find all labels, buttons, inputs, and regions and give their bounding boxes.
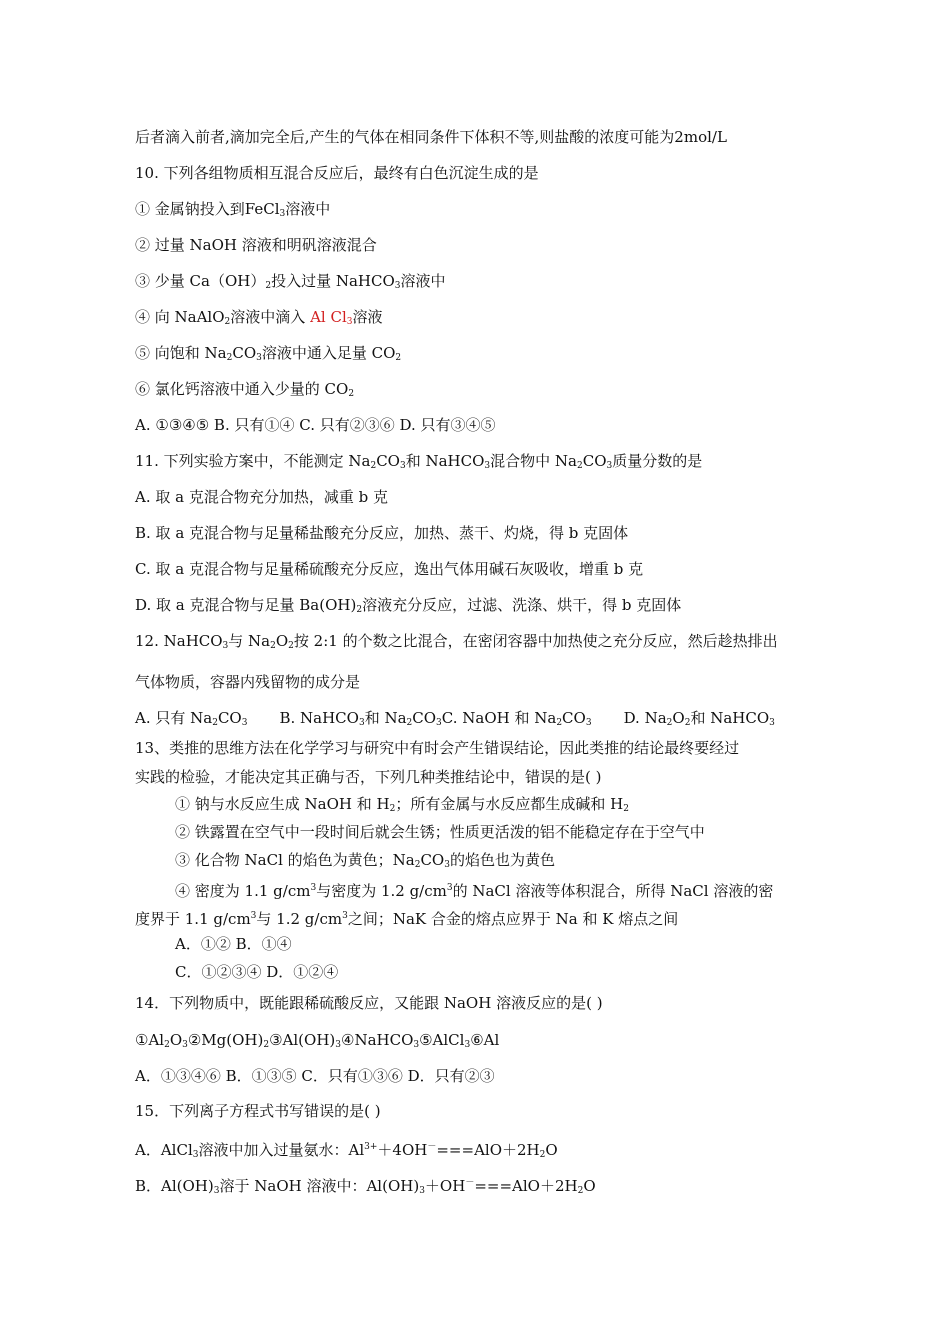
question-13-item-4: ④ 密度为 1.1 $g/cm^3$与密度为 1.2 $g/cm^3$的 NaCl 溶液等体积混合，所得 NaCl 溶液的密 (175, 882, 774, 900)
question-13-options-ab: A．①② B．①④ (175, 935, 292, 953)
text-line-q9-tail: 后者滴入前者,滴加完全后,产生的气体在相同条件下体积不等,则盐酸的浓度可能为2mol/L (135, 128, 727, 146)
question-10-item-1: ① 金属钠投入到FeCl$_3$溶液中 (135, 200, 331, 219)
question-12-options: A. 只有 $Na_2CO_3$ B. NaHCO$_3$和 $Na_2CO_3C$. NaOH 和 $Na_2CO_3$ D. $Na_2O_2$和 NaHCO$_3$ (135, 709, 775, 728)
question-13-item-2: ② 铁露置在空气中一段时间后就会生锈；性质更活泼的铝不能稳定存在于空气中 (175, 823, 705, 841)
question-13-item-3: ③ 化合物 NaCl 的焰色为黄色；$Na_2CO_3$的焰色也为黄色 (175, 851, 555, 870)
question-14-items: $①Al_2O_3②Mg(OH)_2③Al(OH)_3④NaHCO_3⑤AlCl_3⑥Al$ (135, 1031, 500, 1050)
question-10-item-6: ⑥ 氯化钙溶液中通入少量的 $CO_2$ (135, 380, 355, 399)
question-11-option-d: D. 取 a 克混合物与足量 $Ba(OH)_2$溶液充分反应，过滤、洗涤、烘干，得 b 克固体 (135, 596, 682, 615)
question-14-options: A．①③④⑥ B．①③⑤ C．只有①③⑥ D．只有②③ (135, 1067, 495, 1085)
question-13-stem: 13、类推的思维方法在化学学习与研究中有时会产生错误结论，因此类推的结论最终要经过 (135, 739, 740, 757)
question-10-item-4: ④ 向 NaAlO$_2$溶液中滴入 Al $Cl_3$溶液 (135, 308, 383, 327)
question-10-item-2: ② 过量 NaOH 溶液和明矾溶液混合 (135, 236, 377, 254)
question-13-item-4-cont: 度界于 1.1 $g/cm^3$与 1.2 $g/cm^3$之间；NaK 合金的熔点应界于 Na 和 K 熔点之间 (135, 910, 679, 928)
question-10-options: A. ①③④⑤ B. 只有①④ C. 只有②③⑥ D. 只有③④⑤ (135, 416, 496, 434)
question-11-stem: 11. 下列实验方案中，不能测定 $Na_2CO_3$和 NaHCO$_3$混合物中 $Na_2CO_3$质量分数的是 (135, 452, 703, 471)
highlighted-alcl3: Al Cl (310, 308, 347, 326)
question-13-stem-cont: 实践的检验，才能决定其正确与否，下列几种类推结论中，错误的是( ) (135, 768, 602, 786)
question-12-stem: 12. NaHCO$_3$与 $Na_2O_2$按 2:1 的个数之比混合，在密闭容器中加热使之充分反应，然后趁热排出 (135, 632, 778, 651)
question-15-option-b: B．$Al(OH)_3$溶于 NaOH 溶液中：$Al(OH)_3+OH^-===AlO+2H_2O$ (135, 1177, 596, 1196)
question-11-option-a: A. 取 a 克混合物充分加热，减重 b 克 (135, 488, 388, 506)
question-13-options-cd: C．①②③④ D．①②④ (175, 963, 339, 981)
question-11-option-b: B. 取 a 克混合物与足量稀盐酸充分反应，加热、蒸干、灼烧，得 b 克固体 (135, 524, 629, 542)
question-15-stem: 15．下列离子方程式书写错误的是( ) (135, 1102, 381, 1120)
question-10-stem: 10. 下列各组物质相互混合反应后，最终有白色沉淀生成的是 (135, 164, 539, 182)
question-14-stem: 14．下列物质中，既能跟稀硫酸反应，又能跟 NaOH 溶液反应的是( ) (135, 994, 603, 1012)
question-12-stem-cont: 气体物质，容器内残留物的成分是 (135, 673, 361, 691)
question-10-item-5: ⑤ 向饱和 $Na_2CO_3$溶液中通入足量 $CO_2$ (135, 344, 402, 363)
question-10-item-3: ③ 少量 $Ca(OH)_2$投入过量 NaHCO$_3$溶液中 (135, 272, 446, 291)
question-13-item-1: ① 钠与水反应生成 NaOH 和 $H_2$；所有金属与水反应都生成碱和 $H_2$ (175, 795, 629, 814)
question-15-option-a: A．AlCl$_3$溶液中加入过量氨水：$Al^{3+}+4OH^-===AlO+2H_2O$ (135, 1141, 558, 1160)
question-11-option-c: C. 取 a 克混合物与足量稀硫酸充分反应，逸出气体用碱石灰吸收，增重 b 克 (135, 560, 644, 578)
